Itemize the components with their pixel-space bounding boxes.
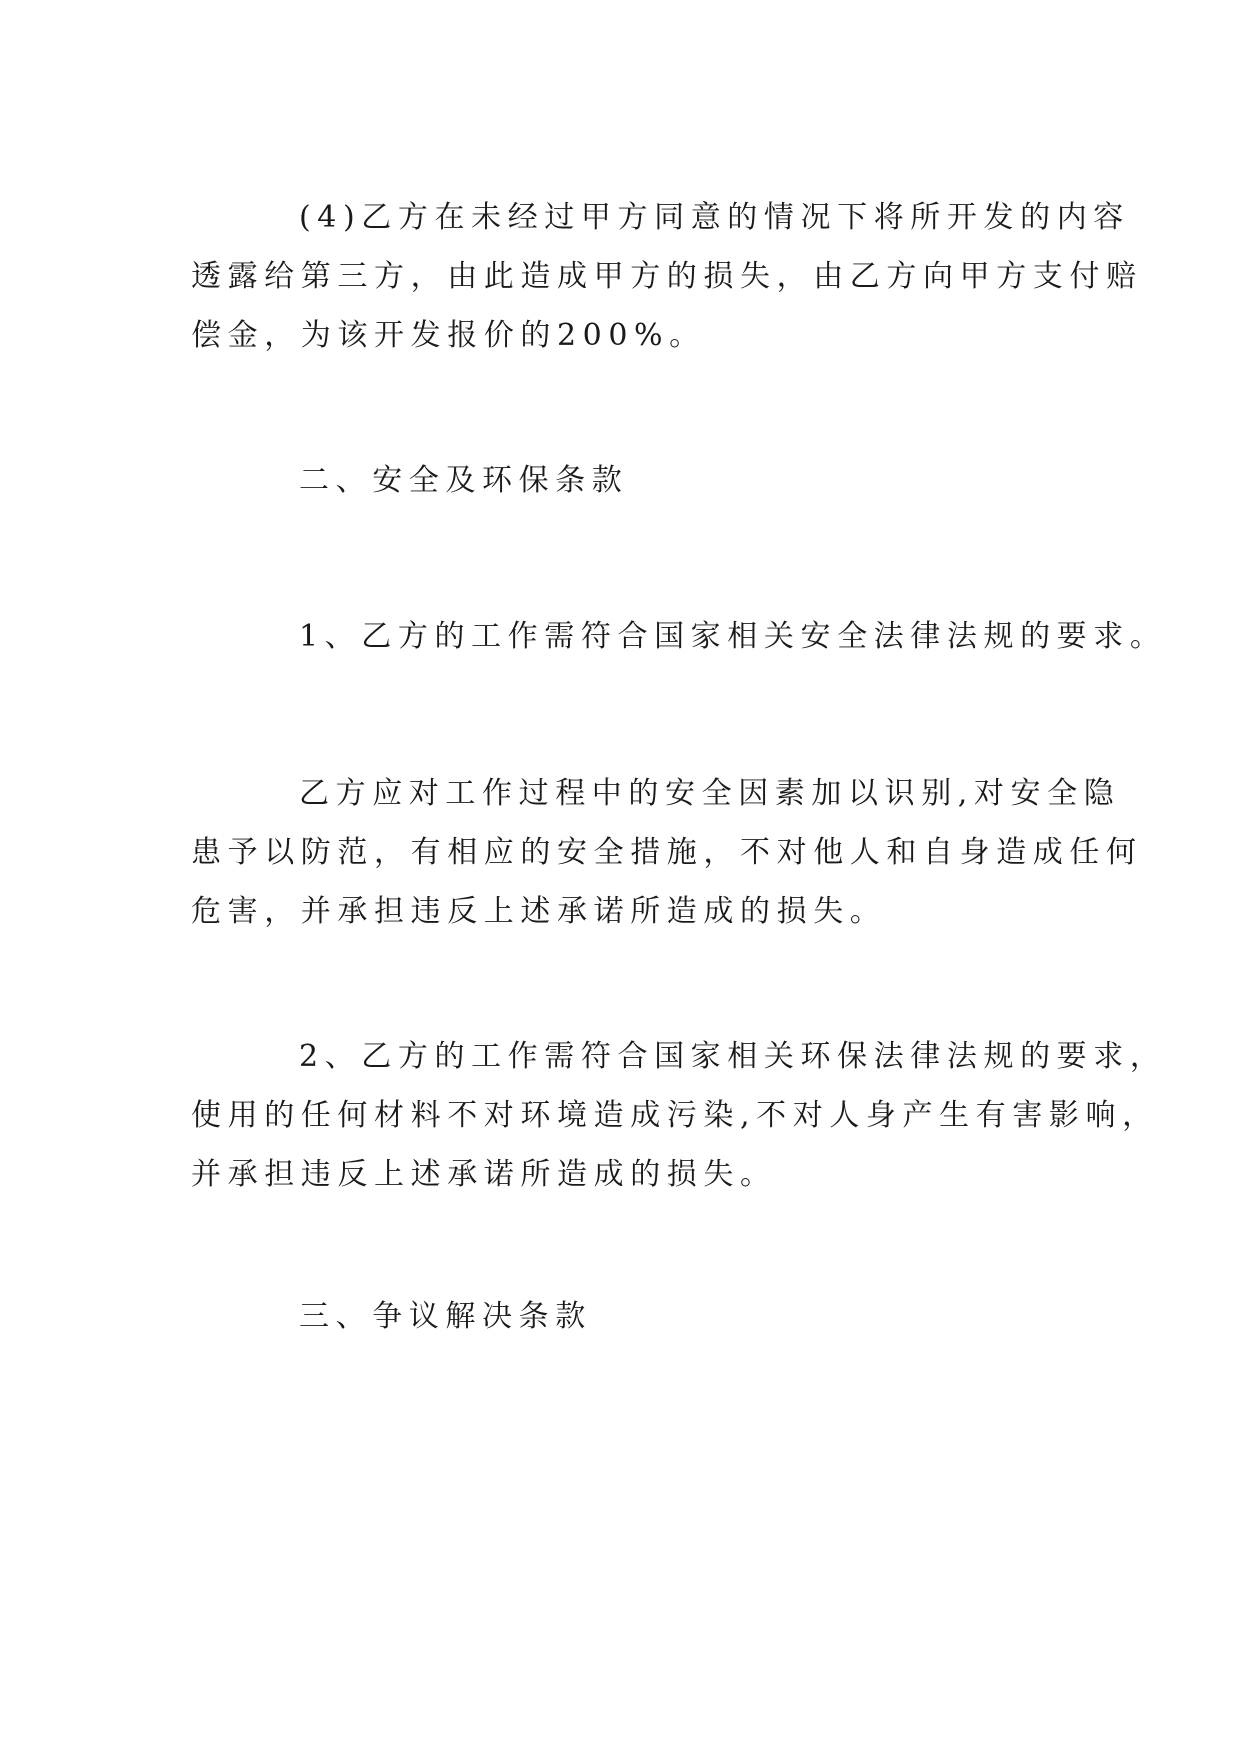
text-line: 偿金，为该开发报价的200%。 [191, 318, 706, 353]
text-line: 1、乙方的工作需符合国家相关安全法律法规的要求。 [299, 619, 1167, 654]
item-1-paragraph [191, 607, 1167, 666]
text-line: (4)乙方在未经过甲方同意的情况下将所开发的内容 [299, 200, 1130, 235]
text-line: 2、乙方的工作需符合国家相关环保法律法规的要求， [299, 1039, 1167, 1074]
item-1-detail-paragraph [191, 764, 1143, 941]
text-line: 并承担违反上述承诺所造成的损失。 [191, 1157, 777, 1192]
text-line: 危害，并承担违反上述承诺所造成的损失。 [191, 894, 887, 929]
section-heading-safety-environment [191, 451, 1071, 510]
section-heading-dispute-resolution [191, 1287, 1071, 1346]
item-2-paragraph [191, 1027, 1167, 1204]
heading-line: 三、争议解决条款 [299, 1299, 592, 1334]
text-line: 使用的任何材料不对环境造成污染,不对人身产生有害影响， [191, 1098, 1159, 1133]
text-line: 透露给第三方，由此造成甲方的损失，由乙方向甲方支付赔 [191, 259, 1143, 294]
heading-line: 二、安全及环保条款 [299, 463, 629, 498]
clause-4-paragraph [191, 188, 1143, 365]
text-line: 患予以防范，有相应的安全措施，不对他人和自身造成任何 [191, 835, 1143, 870]
text-line: 乙方应对工作过程中的安全因素加以识别,对安全隐 [299, 776, 1121, 811]
